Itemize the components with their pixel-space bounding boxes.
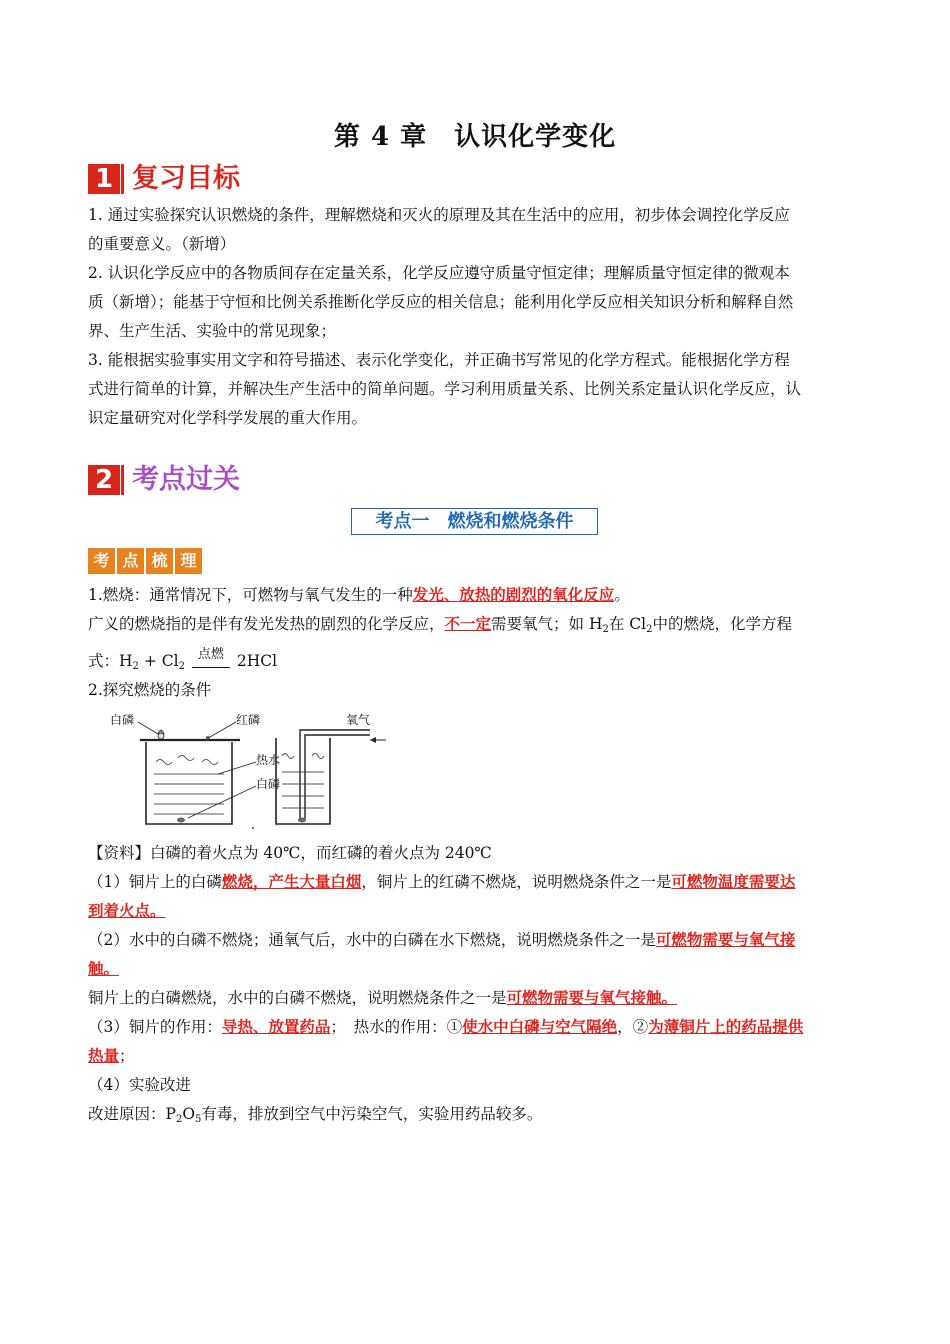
goal-line: 识定量研究对化学科学发展的重大作用。 [88,409,368,427]
content-line: 改进原因：$P_2O_5$有毒，排放到空气中污染空气，实验用药品较多。 [88,1105,543,1125]
tag-char: 考 [88,548,115,574]
section-number-badge: 2 [88,465,120,495]
answer-text: 发光、放热的剧烈的氧化反应 [412,585,615,604]
reaction-arrow: 点燃 [190,652,232,674]
content-line: （1）铜片上的白磷燃烧，产生大量白烟，铜片上的红磷不燃烧，说明燃烧条件之一是可燃物温度需要达 [88,872,796,891]
content-line: 广义的燃烧指的是伴有发光发热的剧烈的化学反应，不一定需要氧气；如 $H_2$在 $Cl_2$中的燃烧，化学方程 [88,614,792,635]
answer-text: 热量 [88,1046,120,1065]
goal-line: 界、生产生活、实验中的常见现象； [88,322,337,340]
tag-char: 点 [117,548,144,574]
answer-text: 可燃物需要与氧气接 [655,930,796,949]
content-line: （2）水中的白磷不燃烧；通氧气后，水中的白磷在水下燃烧，说明燃烧条件之一是可燃物需要与氧气接 [88,930,796,949]
section-divider [121,164,124,194]
answer-text: 为薄铜片上的药品提供 [648,1017,804,1036]
label-white-phosphorus-underwater: 白磷 [256,777,281,791]
topic-summary-tags [88,548,202,574]
section-number-badge: 1 [88,164,120,194]
goal-line: 的重要意义。（新增） [88,235,236,253]
tag-char: 理 [175,548,202,574]
answer-text: 到着火点。 [88,901,166,920]
content-line [88,958,119,980]
combustion-experiment-diagram [108,712,388,830]
tag-char: 梳 [146,548,173,574]
content-line: 2.探究燃烧的条件 [88,681,212,699]
label-red-phosphorus: 红磷 [236,713,261,727]
page-title: 第 4 章 认识化学变化 [333,122,617,152]
content-line: （3）铜片的作用：导热、放置药品； 热水的作用：①使水中白磷与空气隔绝，②为薄铜片上的药品提供 [88,1017,804,1036]
section-title-review-goals: 复习目标 [132,163,240,194]
answer-text: 可燃物需要与氧气接触。 [506,988,678,1007]
goal-line: 质（新增）；能基于守恒和比例关系推断化学反应的相关信息；能利用化学反应相关知识分析和解释自然 [88,293,794,311]
answer-text: 燃烧，产生大量白烟 [221,872,362,891]
label-oxygen: 氧气 [346,713,371,727]
goal-line: 1. 通过实验探究认识燃烧的条件，理解燃烧和灭火的原理及其在生活中的应用，初步体会调控化学反应 [88,206,790,224]
goal-line: 2. 认识化学反应中的各物质间存在定量关系，化学反应遵守质量守恒定律；理解质量守恒定律的微观本 [88,264,790,282]
goal-line: 3. 能根据实验事实用文字和符号描述、表示化学变化，并正确书写常见的化学方程式。能根据化学方程 [88,351,790,369]
answer-text: 触。 [88,959,120,978]
answer-text: 使水中白磷与空气隔绝 [462,1017,618,1036]
content-line: 铜片上的白磷燃烧，水中的白磷不燃烧，说明燃烧条件之一是可燃物需要与氧气接触。 [88,988,678,1007]
content-line: （4）实验改进 [88,1076,191,1094]
answer-text: 可燃物温度需要达 [671,872,796,891]
content-line: 1.燃烧：通常情况下，可燃物与氧气发生的一种发光、放热的剧烈的氧化反应。 [88,585,630,604]
content-line [88,900,166,922]
section-divider [121,465,124,495]
label-hot-water: 热水 [256,753,281,767]
content-line: 热量； [88,1046,135,1065]
content-line: 【资料】白磷的着火点为 40℃，而红磷的着火点为 240℃ [88,844,492,862]
answer-text: 不一定 [444,614,492,633]
label-white-phosphorus: 白磷 [110,713,135,727]
topic-heading-box: 考点一 燃烧和燃烧条件 [351,508,598,535]
answer-text: 导热、放置药品 [221,1017,331,1036]
section-title-exam-points: 考点过关 [132,464,240,495]
goal-line: 式进行简单的计算，并解决生产生活中的简单问题。学习利用质量关系、比例关系定量认识化学反应，认 [88,380,802,398]
chemical-equation: 式：$H_2 + Cl_2$ 点燃 2HCl [88,647,278,672]
